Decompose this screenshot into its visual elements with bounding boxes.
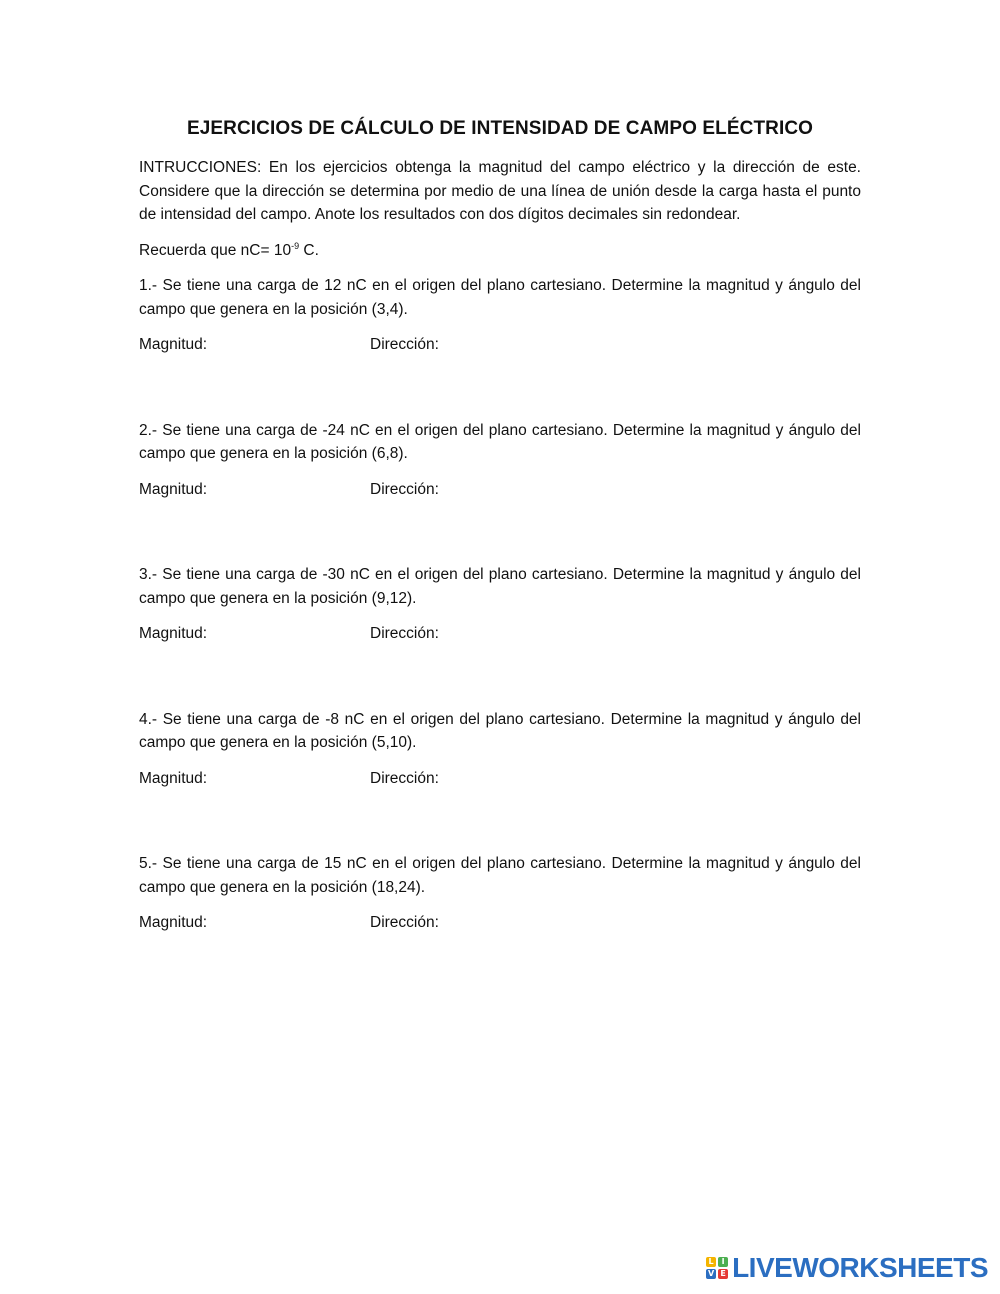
direction-label: Dirección: — [370, 480, 439, 498]
direction-label: Dirección: — [370, 336, 439, 353]
logo-mark-letter: V — [707, 1269, 715, 1278]
exercise-text: 3.- Se tiene una carga de -30 nC en el origen del plano cartesiano. Determine la magnitud y ángulo del campo que genera en la posición (9,12). — [139, 566, 861, 607]
exercise-text: 4.- Se tiene una carga de -8 nC en el origen del plano cartesiano. Determine la magnitud y ángulo del campo que genera en la posición (5,10). — [139, 710, 861, 751]
document-title: EJERCICIOS DE CÁLCULO DE INTENSIDAD DE CAMPO ELÉCTRICO — [186, 118, 814, 139]
exercise-text: 2.- Se tiene una carga de -24 nC en el origen del plano cartesiano. Determine la magnitud y ángulo del campo que genera en la posición (6,8). — [139, 421, 861, 462]
exercise-text: 1.- Se tiene una carga de 12 nC en el origen del plano cartesiano. Determine la magnitud y ángulo del campo que genera en la posición (3,4). — [139, 277, 861, 318]
magnitude-label: Magnitud: — [139, 625, 208, 642]
logo-text: LIVEWORKSHEETS — [732, 1252, 988, 1283]
answer-row — [139, 333, 861, 357]
logo-mark-letter: E — [718, 1269, 728, 1279]
worksheet-page — [139, 118, 861, 997]
logo-mark-letter: L — [706, 1257, 716, 1267]
exercise-4 — [139, 708, 861, 791]
exercise-text: 5.- Se tiene una carga de 15 nC en el origen del plano cartesiano. Determine la magnitud y ángulo del campo que genera en la posición (18,24). — [139, 855, 861, 896]
direction-label: Dirección: — [370, 625, 439, 642]
direction-label: Dirección: — [370, 914, 439, 931]
direction-label: Dirección: — [370, 769, 439, 787]
unit-reminder — [139, 239, 861, 263]
reminder-exponent: -9 — [291, 240, 300, 251]
exercise-2 — [139, 419, 861, 502]
magnitude-label: Magnitud: — [139, 336, 208, 353]
reminder-prefix: Recuerda que nC= 10 — [139, 241, 292, 259]
magnitude-label: Magnitud: — [139, 769, 208, 787]
answer-row — [139, 478, 861, 502]
magnitude-label: Magnitud: — [139, 914, 208, 931]
reminder-suffix: C. — [299, 241, 319, 259]
exercise-3 — [139, 563, 861, 646]
exercise-5 — [139, 852, 861, 935]
answer-row — [139, 767, 861, 791]
answer-row — [139, 622, 861, 646]
logo-mark-letter: I — [718, 1257, 728, 1267]
logo-mark-icon — [706, 1257, 728, 1279]
answer-row — [139, 911, 861, 935]
exercise-1 — [139, 274, 861, 357]
liveworksheets-logo — [706, 1252, 988, 1284]
instructions-paragraph: INTRUCCIONES: En los ejercicios obtenga la magnitud del campo eléctrico y la dirección de este. Considere que la dirección se determina por medio de una línea de unión desde la carga hasta el punto de intensidad del campo. Anote los resultados con dos dígitos decimales sin redondear. — [139, 159, 861, 223]
magnitude-label: Magnitud: — [139, 480, 208, 498]
